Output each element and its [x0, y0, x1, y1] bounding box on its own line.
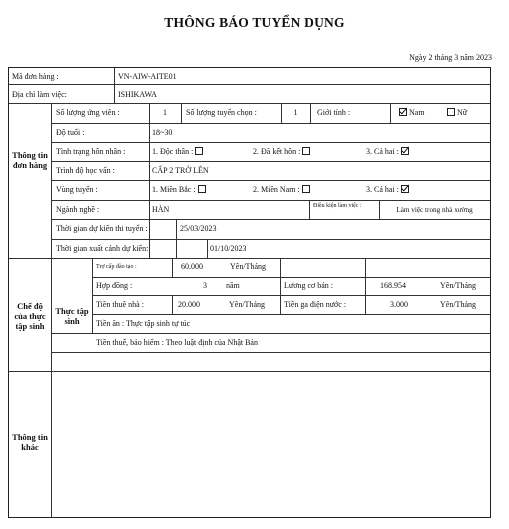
grid-line	[114, 68, 115, 103]
grid-line	[181, 103, 182, 123]
industry-label: Ngành nghề :	[56, 205, 100, 214]
rent-value: 20.000	[178, 300, 200, 309]
grid-line	[309, 200, 310, 219]
grid-line	[280, 258, 281, 314]
region-option-south-text: 2. Miền Nam :	[253, 185, 300, 194]
grid-line	[176, 219, 177, 258]
basic-salary-unit: Yên/Tháng	[440, 281, 476, 290]
grid-line	[92, 277, 490, 278]
grid-line	[51, 103, 52, 517]
basic-salary-value: 168.954	[380, 281, 406, 290]
marital-option-married-text: 2. Đã kết hôn :	[253, 147, 301, 156]
grid-line	[51, 239, 490, 240]
grid-line	[9, 258, 490, 259]
industry-value: HÀN	[152, 205, 170, 214]
gender-male-text: Nam	[409, 108, 425, 117]
grid-line	[92, 258, 93, 333]
training-allowance-unit: Yên/Tháng	[230, 262, 266, 271]
departure-date-value: 01/10/2023	[210, 244, 247, 253]
marital-option-married[interactable]	[253, 147, 310, 157]
grid-line	[9, 84, 490, 85]
recruitment-form-table	[8, 67, 491, 518]
contract-unit: năm	[226, 281, 240, 290]
contract-label: Hợp đồng :	[96, 281, 133, 290]
grid-line	[51, 352, 490, 353]
age-label: Độ tuổi :	[56, 128, 85, 137]
training-allowance-value: 60.000	[181, 262, 203, 271]
applicants-value: 1	[163, 108, 167, 117]
document-title: THÔNG BÁO TUYỂN DỤNG	[164, 15, 345, 30]
section-trainee-regime: Chế độ của thực tập sinh	[14, 301, 46, 331]
section-order-info: Thông tin đơn hàng	[12, 150, 48, 170]
selected-count-value: 1	[293, 108, 298, 117]
utilities-unit: Yên/Tháng	[440, 300, 476, 309]
marital-option-single-text: 1. Độc thân :	[152, 147, 194, 156]
contract-value: 3	[203, 281, 207, 290]
gender-female-checkbox[interactable]	[447, 108, 455, 116]
exam-date-value: 25/03/2023	[180, 224, 217, 233]
gender-male-option[interactable]	[399, 108, 425, 118]
grid-line	[149, 103, 150, 258]
order-code-value: VN-AIW-AITE01	[118, 72, 177, 81]
region-label: Vùng tuyển :	[56, 185, 98, 194]
marital-option-both-text: 3. Cả hai :	[366, 147, 399, 156]
rent-label: Tiền thuê nhà :	[96, 300, 144, 309]
training-allowance-label: Trợ cấp đào tạo :	[96, 264, 137, 270]
gender-label: Giới tính :	[317, 108, 351, 117]
grid-line	[172, 295, 173, 314]
grid-line	[172, 258, 173, 277]
section-other-info: Thông tin khác	[12, 432, 48, 452]
applicants-label: Số lượng ứng viên :	[56, 108, 120, 117]
grid-line	[9, 103, 490, 104]
marital-option-single[interactable]	[152, 147, 203, 157]
exam-date-label: Thời gian dự kiến thi tuyển :	[56, 224, 148, 233]
region-option-both-text: 3. Cả hai :	[366, 185, 399, 194]
utilities-label: Tiền ga điện nước :	[284, 300, 347, 309]
gender-female-text: Nữ	[457, 108, 468, 117]
gender-female-option[interactable]	[447, 108, 467, 118]
meals-note: Tiền ăn : Thực tập sinh tự túc	[96, 319, 191, 328]
region-north-checkbox[interactable]	[198, 185, 206, 193]
grid-line	[9, 371, 490, 372]
work-conditions-value: Làm việc trong nhà xưởng	[396, 206, 473, 214]
marital-option-both[interactable]	[366, 147, 409, 157]
region-option-both[interactable]	[366, 185, 409, 195]
work-address-value: ISHIKAWA	[118, 90, 157, 99]
grid-line	[51, 200, 490, 201]
marital-both-checkbox[interactable]	[401, 147, 409, 155]
marital-married-checkbox[interactable]	[302, 147, 310, 155]
marital-label: Tình trạng hôn nhân :	[56, 147, 126, 156]
grid-line	[51, 142, 490, 143]
marital-single-checkbox[interactable]	[195, 147, 203, 155]
grid-line	[51, 219, 490, 220]
grid-line	[51, 123, 490, 124]
document-date: Ngày 2 tháng 3 năm 2023	[409, 53, 492, 62]
age-value: 18~30	[152, 128, 173, 137]
basic-salary-label: Lương cơ bản :	[284, 281, 334, 290]
region-option-north-text: 1. Miền Bắc :	[152, 185, 196, 194]
order-code-label: Mã đơn hàng :	[12, 72, 59, 81]
selected-count-label: Số lượng tuyển chọn :	[186, 108, 257, 117]
education-label: Trình độ học vấn :	[56, 166, 115, 175]
rent-unit: Yên/Tháng	[229, 300, 265, 309]
grid-line	[51, 161, 490, 162]
work-address-label: Địa chỉ làm việc:	[12, 90, 67, 99]
grid-line	[207, 239, 208, 258]
work-conditions-label: Điều kiện làm việc :	[313, 203, 362, 209]
section-trainee: Thực tập sinh	[55, 306, 89, 326]
region-both-checkbox[interactable]	[401, 185, 409, 193]
grid-line	[365, 258, 366, 314]
utilities-value: 3.000	[390, 300, 408, 309]
grid-line	[51, 333, 490, 334]
region-south-checkbox[interactable]	[302, 185, 310, 193]
region-option-north[interactable]	[152, 185, 206, 195]
grid-line	[51, 180, 490, 181]
grid-line	[92, 295, 490, 296]
gender-male-checkbox[interactable]	[399, 108, 407, 116]
grid-line	[92, 314, 490, 315]
tax-insurance-note: Tiền thuế, bảo hiểm : Theo luật định của Nhật Bản	[96, 338, 258, 347]
departure-date-label: Thời gian xuất cảnh dự kiến:	[56, 244, 149, 253]
region-option-south[interactable]	[253, 185, 310, 195]
grid-line	[390, 103, 391, 123]
education-value: CẤP 2 TRỞ LÊN	[152, 166, 209, 175]
grid-line	[310, 103, 311, 123]
